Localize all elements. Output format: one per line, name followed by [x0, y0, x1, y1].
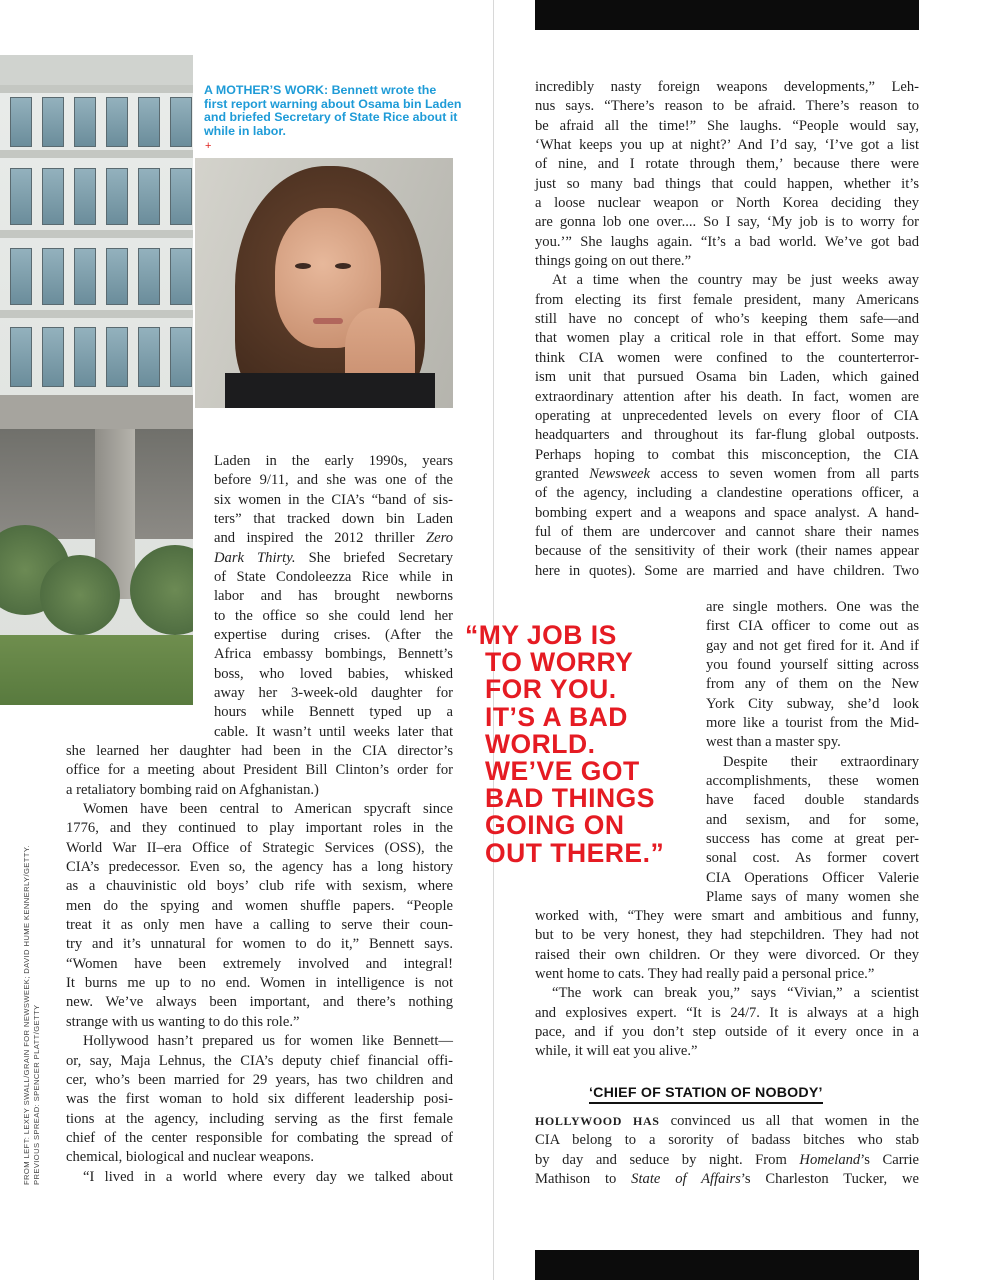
pull-quote	[465, 622, 690, 867]
text-line: success has come at great per-	[706, 831, 919, 848]
text-line: operating at unprecedented levels on every floor of CIA	[535, 407, 919, 424]
film-title: Zero	[425, 530, 453, 547]
text-line: while, it will eat you alive.”	[535, 1043, 698, 1060]
text-line: CIA belong to a sorority of badass bitches who stab	[535, 1132, 919, 1149]
text-line: and inspired the 2012 thriller Zero	[214, 530, 453, 547]
text-line: boss, who loved babies, whisked	[214, 665, 453, 682]
text-line: still have no concept of who’s keeping them safe—and	[535, 311, 919, 328]
text-line: sonal cost. As former covert	[706, 850, 919, 867]
pull-quote-line: OUT THERE.”	[485, 837, 665, 868]
text-line: pace, and if you don’t step outside of it every once in a	[535, 1024, 919, 1041]
text-line: Perhaps hoping to combat this misconception, the CIA	[535, 446, 919, 463]
text-line: granted Newsweek access to seven women from all parts	[535, 465, 919, 482]
text-line: just so many bad things that could happen, whether it’s	[535, 175, 919, 192]
text-line: think CIA women were confined to the counterterror-	[535, 349, 919, 366]
show-title: Homeland	[799, 1151, 861, 1168]
text-line: labor and has brought newborns	[214, 588, 453, 605]
text-line: cable. It wasn’t until weeks later that	[214, 723, 453, 740]
text-line: 1776, and they continued to play important roles in the	[66, 820, 453, 837]
text-line: that women play a critical role in that effort. Some may	[535, 330, 919, 347]
text-line: cer, who’s been married for 29 years, has two children and	[66, 1071, 453, 1088]
text-line: of the agency, including a clandestine operations officer, a	[535, 485, 919, 502]
text-line: It burns me up to no end. Women in intelligence is not	[66, 975, 453, 992]
text-line: and explosives expert. “It is 24/7. It is always at a high	[535, 1004, 919, 1021]
show-title: State of Affairs	[631, 1171, 741, 1188]
col2-wide-text	[535, 907, 919, 1062]
text-line: as a chauvinistic old boys’ club rife with sexism, where	[66, 878, 453, 895]
text-line: worked with, “They were smart and ambitious and funny,	[535, 908, 919, 924]
text-line: are gonna lob one over.... So I say, ‘My job is to worry for	[535, 214, 919, 231]
caption-plus-mark: +	[205, 140, 212, 152]
photo-credit: FROM LEFT: LEXEY SWALL/GRAIN FOR NEWSWEEK; DAVID HUME KENNERLY/GETTY. PREVIOUS SPREAD: SPENCER PLATT/GETTY	[22, 845, 41, 1185]
pull-quote-line: “MY JOB IS	[465, 620, 617, 650]
text-line: accomplishments, these women	[706, 773, 919, 790]
section-subhead: ‘CHIEF OF STATION OF NOBODY’	[589, 1085, 823, 1104]
col2-narrow-text	[706, 598, 919, 908]
text-line: more like a tourist from the Mid-	[706, 715, 919, 732]
text-line: Africa embassy bombings, Bennett’s	[214, 646, 453, 663]
text-line: tions at the agency, including serving as the first female	[66, 1110, 453, 1127]
text-line: or, say, Maja Lehnus, the CIA’s deputy chief financial offi-	[66, 1052, 453, 1069]
text-line: because of the sensitivity of their work (their names appear	[535, 543, 919, 560]
bennett-portrait-photo	[195, 158, 453, 408]
text-line: ful of them are undercover and cannot share their names	[535, 523, 919, 540]
text-line: and sexism, and for some,	[706, 811, 919, 828]
pull-quote-line: GOING ON	[485, 810, 625, 841]
text-line: At a time when the country may be just weeks away	[552, 272, 919, 289]
text-line: west than a master spy.	[706, 734, 841, 751]
text-line: hours while Bennett typed up a	[214, 704, 453, 721]
text-line: raised their own children. Or they were divorced. Or they	[535, 946, 919, 963]
text-line: away her 3-week-old daughter for	[214, 685, 453, 702]
text-line: men do the spying and women shuffle papers. “People	[66, 897, 453, 914]
text-line: a loose nuclear weapon or North Korea deciding they	[535, 195, 919, 212]
text-line: “I lived in a world where every day we talked about	[83, 1168, 453, 1185]
text-line: Laden in the early 1990s, years	[214, 453, 453, 469]
text-line: of nine, and I rotate through them,’ because there were	[535, 156, 919, 173]
col2-bottom-text	[535, 1112, 919, 1189]
header-bar	[535, 0, 919, 30]
text-line: Mathison to State of Affairs’s Charleston Tucker, we	[535, 1171, 919, 1188]
pull-quote-line: BAD THINGS	[485, 783, 655, 814]
text-line: went home to cats. They had really paid a personal price.”	[535, 966, 875, 983]
caption-text: Bennett wrote the first report warning about Osama bin Laden and briefed Secretary of State Rice about it while in labor.	[204, 83, 462, 138]
text-line: chief of the center responsible for combating the spread of	[66, 1129, 453, 1146]
text-line: CIA Operations Officer Valerie	[706, 869, 919, 886]
text-line: bombing expert and a weapons and space analyst. A hand-	[535, 504, 919, 521]
text-line: Plame says of many women she	[706, 889, 919, 906]
text-line: Dark Thirty. She briefed Secretary	[214, 549, 453, 566]
text-line: things going on out there.”	[535, 253, 692, 270]
text-line: headquarters and throughout its far-flung global outposts.	[535, 427, 919, 444]
lead-in: HOLLYWOOD HAS	[535, 1114, 660, 1128]
text-line: was the first woman to hold six different leadership posi-	[66, 1091, 453, 1108]
caption-lead: A MOTHER’S WORK:	[204, 83, 329, 97]
footer-bar	[535, 1250, 919, 1280]
pull-quote-line: WE’VE GOT	[485, 756, 640, 787]
text-line: from any of them on the New	[706, 676, 919, 693]
text-line: Despite their extraordinary	[723, 753, 919, 770]
text-line: incredibly nasty foreign weapons developments,” Leh-	[535, 79, 919, 95]
text-line: have faced double standards	[706, 792, 919, 809]
text-line: try and it’s unnatural for women to do it,” Bennett says.	[66, 936, 453, 953]
pull-quote-line: FOR YOU.	[485, 674, 617, 705]
text-line: treat it as only men have a calling to serve their coun-	[66, 917, 453, 934]
text-line: a retaliatory bombing raid on Afghanistan.)	[66, 781, 319, 798]
text-line: ters” that tracked down bin Laden	[214, 511, 453, 528]
text-line: extraordinary attention after his death. In fact, women are	[535, 388, 919, 405]
text-line: Hollywood hasn’t prepared us for women like Bennett—	[83, 1033, 453, 1050]
text-line: here in quotes). Some are married and have children. Two	[535, 562, 919, 579]
text-line: be afraid all the time!” She laughs. “People would say,	[535, 117, 919, 134]
text-line: of State Condoleezza Rice while in	[214, 569, 453, 586]
pull-quote-line: WORLD.	[485, 728, 596, 759]
col1-narrow-text	[214, 452, 453, 742]
text-line: you.’” She laughs again. “It’s a bad world. We’ve got bad	[535, 233, 919, 250]
photo-caption	[204, 84, 462, 138]
text-line: nus says. “There’s reason to be afraid. There’s reason to	[535, 98, 919, 115]
text-line: first CIA officer to come out as	[706, 618, 919, 635]
text-line: chemical, biological and nuclear weapons.	[66, 1149, 314, 1166]
text-line: gay and not get fired for it. And if	[706, 637, 919, 654]
text-line: are single mothers. One was the	[706, 599, 919, 615]
cia-building-photo	[0, 55, 193, 705]
film-title: Dark Thirty.	[214, 549, 296, 566]
text-line: she learned her daughter had been in the CIA director’s	[66, 743, 453, 759]
text-line: CIA’s predecessor. Even so, the agency has a long history	[66, 859, 453, 876]
text-line: expertise during crises. (After the	[214, 627, 453, 644]
text-line: “Women have been extremely involved and integral!	[66, 955, 453, 972]
text-line: ism unit that pursued Osama bin Laden, which gained	[535, 369, 919, 386]
text-line: York City subway, she’d look	[706, 695, 919, 712]
text-line: office for a meeting about President Bill Clinton’s order for	[66, 762, 453, 779]
text-line: by day and seduce by night. From Homeland’s Carrie	[535, 1151, 919, 1168]
text-line: Women have been central to American spycraft since	[83, 801, 453, 818]
text-line: strange with us wanting to do this role.”	[66, 1013, 300, 1030]
text-line: six women in the CIA’s “band of sis-	[214, 491, 453, 508]
text-line: before 9/11, and she was one of the	[214, 472, 453, 489]
text-line: “The work can break you,” says “Vivian,” a scientist	[552, 985, 919, 1002]
magazine-name: Newsweek	[589, 465, 650, 482]
text-line: HOLLYWOOD HAS convinced us all that women in the	[535, 1113, 919, 1129]
text-line: ‘What keeps you up at night?’ And I’d say, ‘I’ve got a list	[535, 137, 919, 154]
col1-wide-text	[66, 742, 453, 1187]
text-line: new. We’ve always been important, and there’s nothing	[66, 994, 453, 1011]
text-line: from electing its first female president, many Americans	[535, 291, 919, 308]
text-line: you found yourself sitting across	[706, 657, 919, 674]
text-line: but to be very honest, they had stepchildren. They had not	[535, 927, 919, 944]
col2-top-text	[535, 78, 919, 581]
text-line: to the office so she could lend her	[214, 607, 453, 624]
pull-quote-line: IT’S A BAD	[485, 701, 628, 732]
pull-quote-line: TO WORRY	[485, 647, 634, 678]
text-line: World War II–era Office of Strategic Services (OSS), the	[66, 839, 453, 856]
